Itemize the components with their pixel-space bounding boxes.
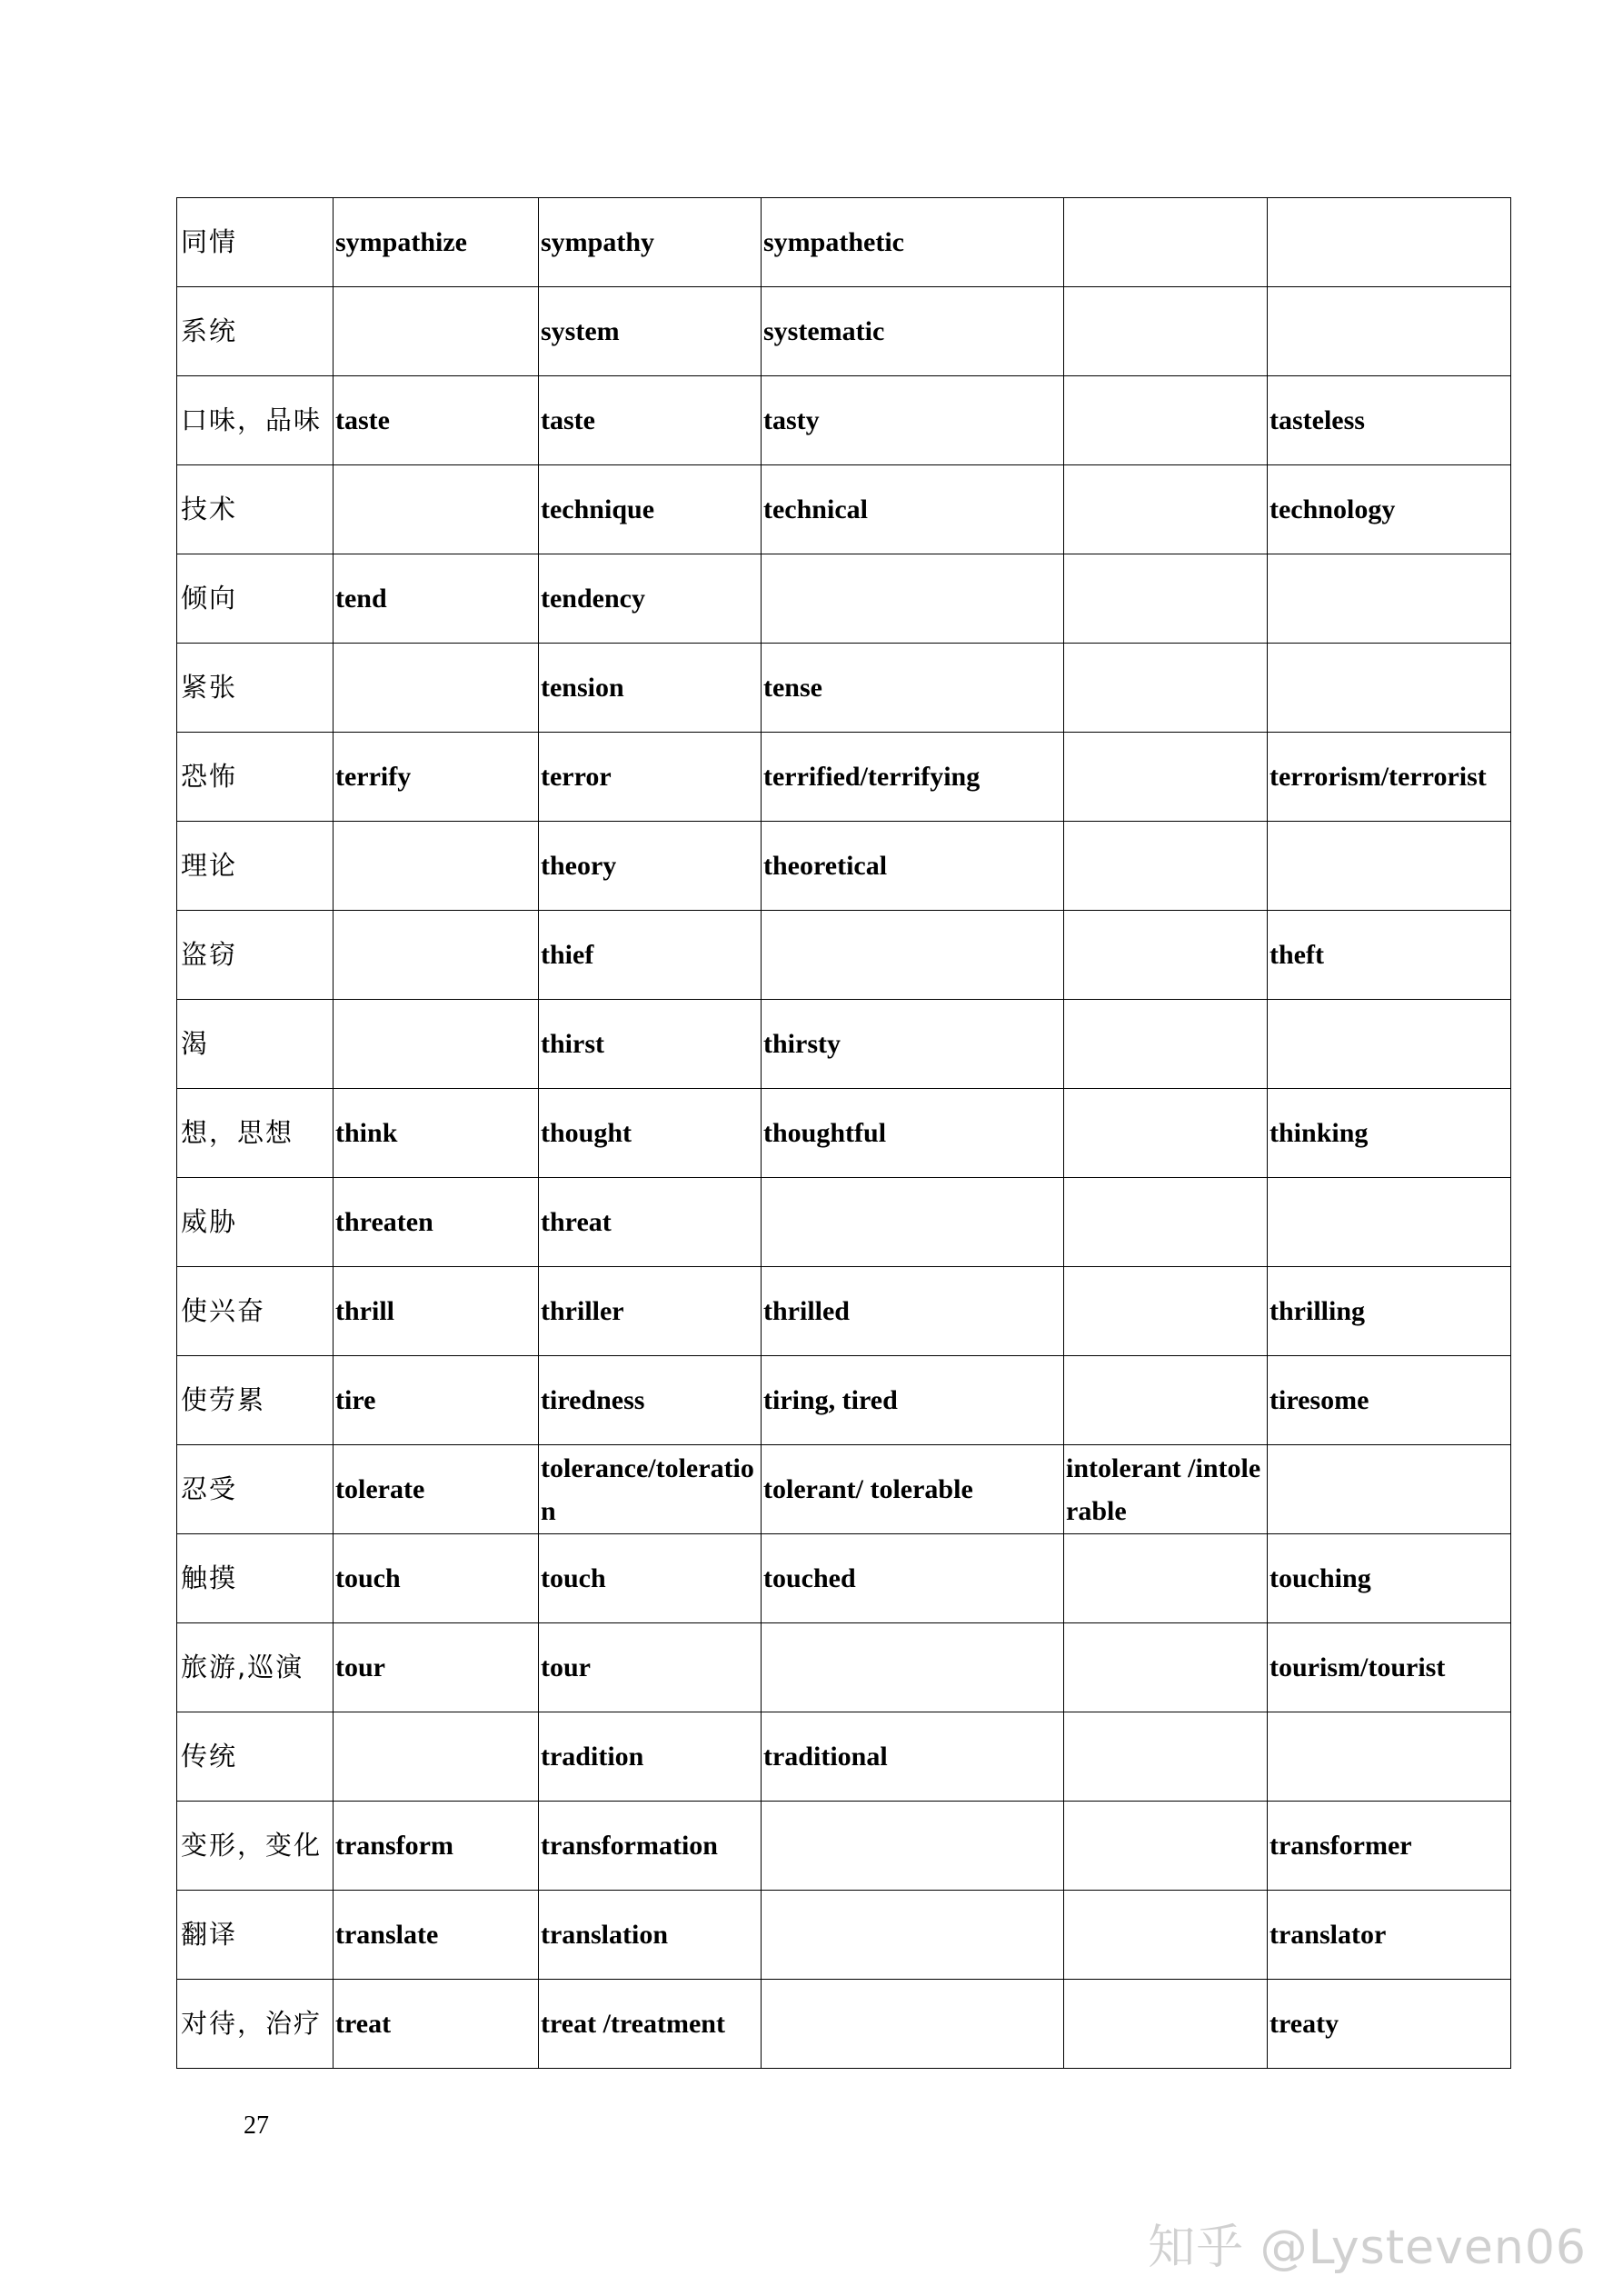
table-row <box>177 1267 1511 1356</box>
table-row <box>177 733 1511 822</box>
chinese-meaning-cell: 使兴奋 <box>177 1267 334 1356</box>
noun-cell: thirst <box>539 1000 762 1089</box>
verb-cell: sympathize <box>334 198 539 287</box>
related-word-cell <box>1268 1712 1511 1802</box>
chinese-meaning-cell: 紧张 <box>177 644 334 733</box>
chinese-meaning-cell: 使劳累 <box>177 1356 334 1445</box>
adjective-cell <box>762 1178 1064 1267</box>
related-word-cell <box>1268 644 1511 733</box>
verb-cell <box>334 822 539 911</box>
chinese-meaning-cell: 对待，治疗 <box>177 1980 334 2069</box>
verb-cell: terrify <box>334 733 539 822</box>
chinese-meaning-cell: 变形，变化 <box>177 1802 334 1891</box>
chinese-meaning-cell: 想，思想 <box>177 1089 334 1178</box>
adjective-cell: tasty <box>762 376 1064 465</box>
page-number: 27 <box>244 2111 269 2140</box>
noun-cell: sympathy <box>539 198 762 287</box>
negative-adjective-cell <box>1064 554 1268 644</box>
verb-cell <box>334 1712 539 1802</box>
negative-adjective-cell <box>1064 198 1268 287</box>
negative-adjective-cell <box>1064 1623 1268 1712</box>
verb-cell: touch <box>334 1534 539 1623</box>
chinese-meaning-cell: 忍受 <box>177 1445 334 1534</box>
chinese-meaning-cell: 威胁 <box>177 1178 334 1267</box>
adjective-cell: touched <box>762 1534 1064 1623</box>
verb-cell: translate <box>334 1891 539 1980</box>
adjective-cell: traditional <box>762 1712 1064 1802</box>
adjective-cell <box>762 1623 1064 1712</box>
table-row <box>177 644 1511 733</box>
negative-adjective-cell <box>1064 1712 1268 1802</box>
watermark: 知乎 @Lysteven06 <box>1148 2221 1587 2275</box>
negative-adjective-cell <box>1064 376 1268 465</box>
table-row <box>177 554 1511 644</box>
negative-adjective-cell <box>1064 644 1268 733</box>
noun-cell: translation <box>539 1891 762 1980</box>
adjective-cell <box>762 1980 1064 2069</box>
table-row <box>177 822 1511 911</box>
noun-cell: threat <box>539 1178 762 1267</box>
verb-cell: treat <box>334 1980 539 2069</box>
verb-cell: thrill <box>334 1267 539 1356</box>
table-row <box>177 1178 1511 1267</box>
negative-adjective-cell <box>1064 1356 1268 1445</box>
verb-cell: transform <box>334 1802 539 1891</box>
chinese-meaning-cell: 触摸 <box>177 1534 334 1623</box>
noun-cell: tension <box>539 644 762 733</box>
adjective-cell: thoughtful <box>762 1089 1064 1178</box>
related-word-cell: terrorism/terrorist <box>1268 733 1511 822</box>
negative-adjective-cell <box>1064 1802 1268 1891</box>
negative-adjective-cell <box>1064 911 1268 1000</box>
table-row <box>177 287 1511 376</box>
negative-adjective-cell <box>1064 1089 1268 1178</box>
adjective-cell: theoretical <box>762 822 1064 911</box>
related-word-cell: translator <box>1268 1891 1511 1980</box>
related-word-cell: theft <box>1268 911 1511 1000</box>
chinese-meaning-cell: 渴 <box>177 1000 334 1089</box>
verb-cell: taste <box>334 376 539 465</box>
chinese-meaning-cell: 传统 <box>177 1712 334 1802</box>
adjective-cell: tense <box>762 644 1064 733</box>
table-row <box>177 911 1511 1000</box>
negative-adjective-cell <box>1064 822 1268 911</box>
table-row <box>177 1534 1511 1623</box>
negative-adjective-cell <box>1064 1000 1268 1089</box>
noun-cell: tradition <box>539 1712 762 1802</box>
verb-cell: tolerate <box>334 1445 539 1534</box>
table-row <box>177 198 1511 287</box>
related-word-cell: touching <box>1268 1534 1511 1623</box>
noun-cell: thriller <box>539 1267 762 1356</box>
table-row <box>177 1802 1511 1891</box>
negative-adjective-cell <box>1064 1980 1268 2069</box>
noun-cell: technique <box>539 465 762 554</box>
related-word-cell: transformer <box>1268 1802 1511 1891</box>
table-row <box>177 1980 1511 2069</box>
verb-cell <box>334 287 539 376</box>
noun-cell: thought <box>539 1089 762 1178</box>
table-row <box>177 1891 1511 1980</box>
chinese-meaning-cell: 系统 <box>177 287 334 376</box>
verb-cell: think <box>334 1089 539 1178</box>
related-word-cell: tourism/tourist <box>1268 1623 1511 1712</box>
related-word-cell: treaty <box>1268 1980 1511 2069</box>
negative-adjective-cell <box>1064 1178 1268 1267</box>
table-row <box>177 465 1511 554</box>
related-word-cell <box>1268 554 1511 644</box>
related-word-cell: thinking <box>1268 1089 1511 1178</box>
noun-cell: system <box>539 287 762 376</box>
negative-adjective-cell <box>1064 465 1268 554</box>
negative-adjective-cell <box>1064 287 1268 376</box>
adjective-cell <box>762 1802 1064 1891</box>
table-row <box>177 1089 1511 1178</box>
chinese-meaning-cell: 恐怖 <box>177 733 334 822</box>
chinese-meaning-cell: 盗窃 <box>177 911 334 1000</box>
chinese-meaning-cell: 口味，品味 <box>177 376 334 465</box>
verb-cell <box>334 644 539 733</box>
adjective-cell: sympathetic <box>762 198 1064 287</box>
chinese-meaning-cell: 同情 <box>177 198 334 287</box>
chinese-meaning-cell: 技术 <box>177 465 334 554</box>
negative-adjective-cell <box>1064 1534 1268 1623</box>
verb-cell: tire <box>334 1356 539 1445</box>
verb-cell: tend <box>334 554 539 644</box>
adjective-cell: systematic <box>762 287 1064 376</box>
table-row <box>177 1623 1511 1712</box>
adjective-cell: thrilled <box>762 1267 1064 1356</box>
verb-cell: threaten <box>334 1178 539 1267</box>
verb-cell <box>334 1000 539 1089</box>
noun-cell: tendency <box>539 554 762 644</box>
related-word-cell: tiresome <box>1268 1356 1511 1445</box>
negative-adjective-cell <box>1064 733 1268 822</box>
chinese-meaning-cell: 翻译 <box>177 1891 334 1980</box>
related-word-cell <box>1268 1000 1511 1089</box>
table-row <box>177 1445 1511 1534</box>
chinese-meaning-cell: 理论 <box>177 822 334 911</box>
verb-cell <box>334 465 539 554</box>
verb-cell <box>334 911 539 1000</box>
adjective-cell: technical <box>762 465 1064 554</box>
noun-cell: touch <box>539 1534 762 1623</box>
noun-cell: tiredness <box>539 1356 762 1445</box>
negative-adjective-cell: intolerant /intolerable <box>1064 1445 1268 1534</box>
table-row <box>177 1000 1511 1089</box>
chinese-meaning-cell: 倾向 <box>177 554 334 644</box>
noun-cell: taste <box>539 376 762 465</box>
noun-cell: treat /treatment <box>539 1980 762 2069</box>
related-word-cell <box>1268 287 1511 376</box>
adjective-cell: terrified/terrifying <box>762 733 1064 822</box>
negative-adjective-cell <box>1064 1891 1268 1980</box>
related-word-cell <box>1268 822 1511 911</box>
noun-cell: terror <box>539 733 762 822</box>
noun-cell: theory <box>539 822 762 911</box>
noun-cell: tour <box>539 1623 762 1712</box>
related-word-cell <box>1268 1445 1511 1534</box>
table-row <box>177 1356 1511 1445</box>
adjective-cell: tiring, tired <box>762 1356 1064 1445</box>
related-word-cell: technology <box>1268 465 1511 554</box>
noun-cell: tolerance/toleration <box>539 1445 762 1534</box>
adjective-cell: tolerant/ tolerable <box>762 1445 1064 1534</box>
table-body <box>177 198 1511 2069</box>
related-word-cell <box>1268 198 1511 287</box>
noun-cell: transformation <box>539 1802 762 1891</box>
table-row <box>177 376 1511 465</box>
noun-cell: thief <box>539 911 762 1000</box>
related-word-cell: thrilling <box>1268 1267 1511 1356</box>
related-word-cell: tasteless <box>1268 376 1511 465</box>
adjective-cell <box>762 911 1064 1000</box>
related-word-cell <box>1268 1178 1511 1267</box>
negative-adjective-cell <box>1064 1267 1268 1356</box>
adjective-cell <box>762 1891 1064 1980</box>
vocabulary-table <box>176 197 1511 2069</box>
table-row <box>177 1712 1511 1802</box>
adjective-cell <box>762 554 1064 644</box>
chinese-meaning-cell: 旅游,巡演 <box>177 1623 334 1712</box>
verb-cell: tour <box>334 1623 539 1712</box>
adjective-cell: thirsty <box>762 1000 1064 1089</box>
